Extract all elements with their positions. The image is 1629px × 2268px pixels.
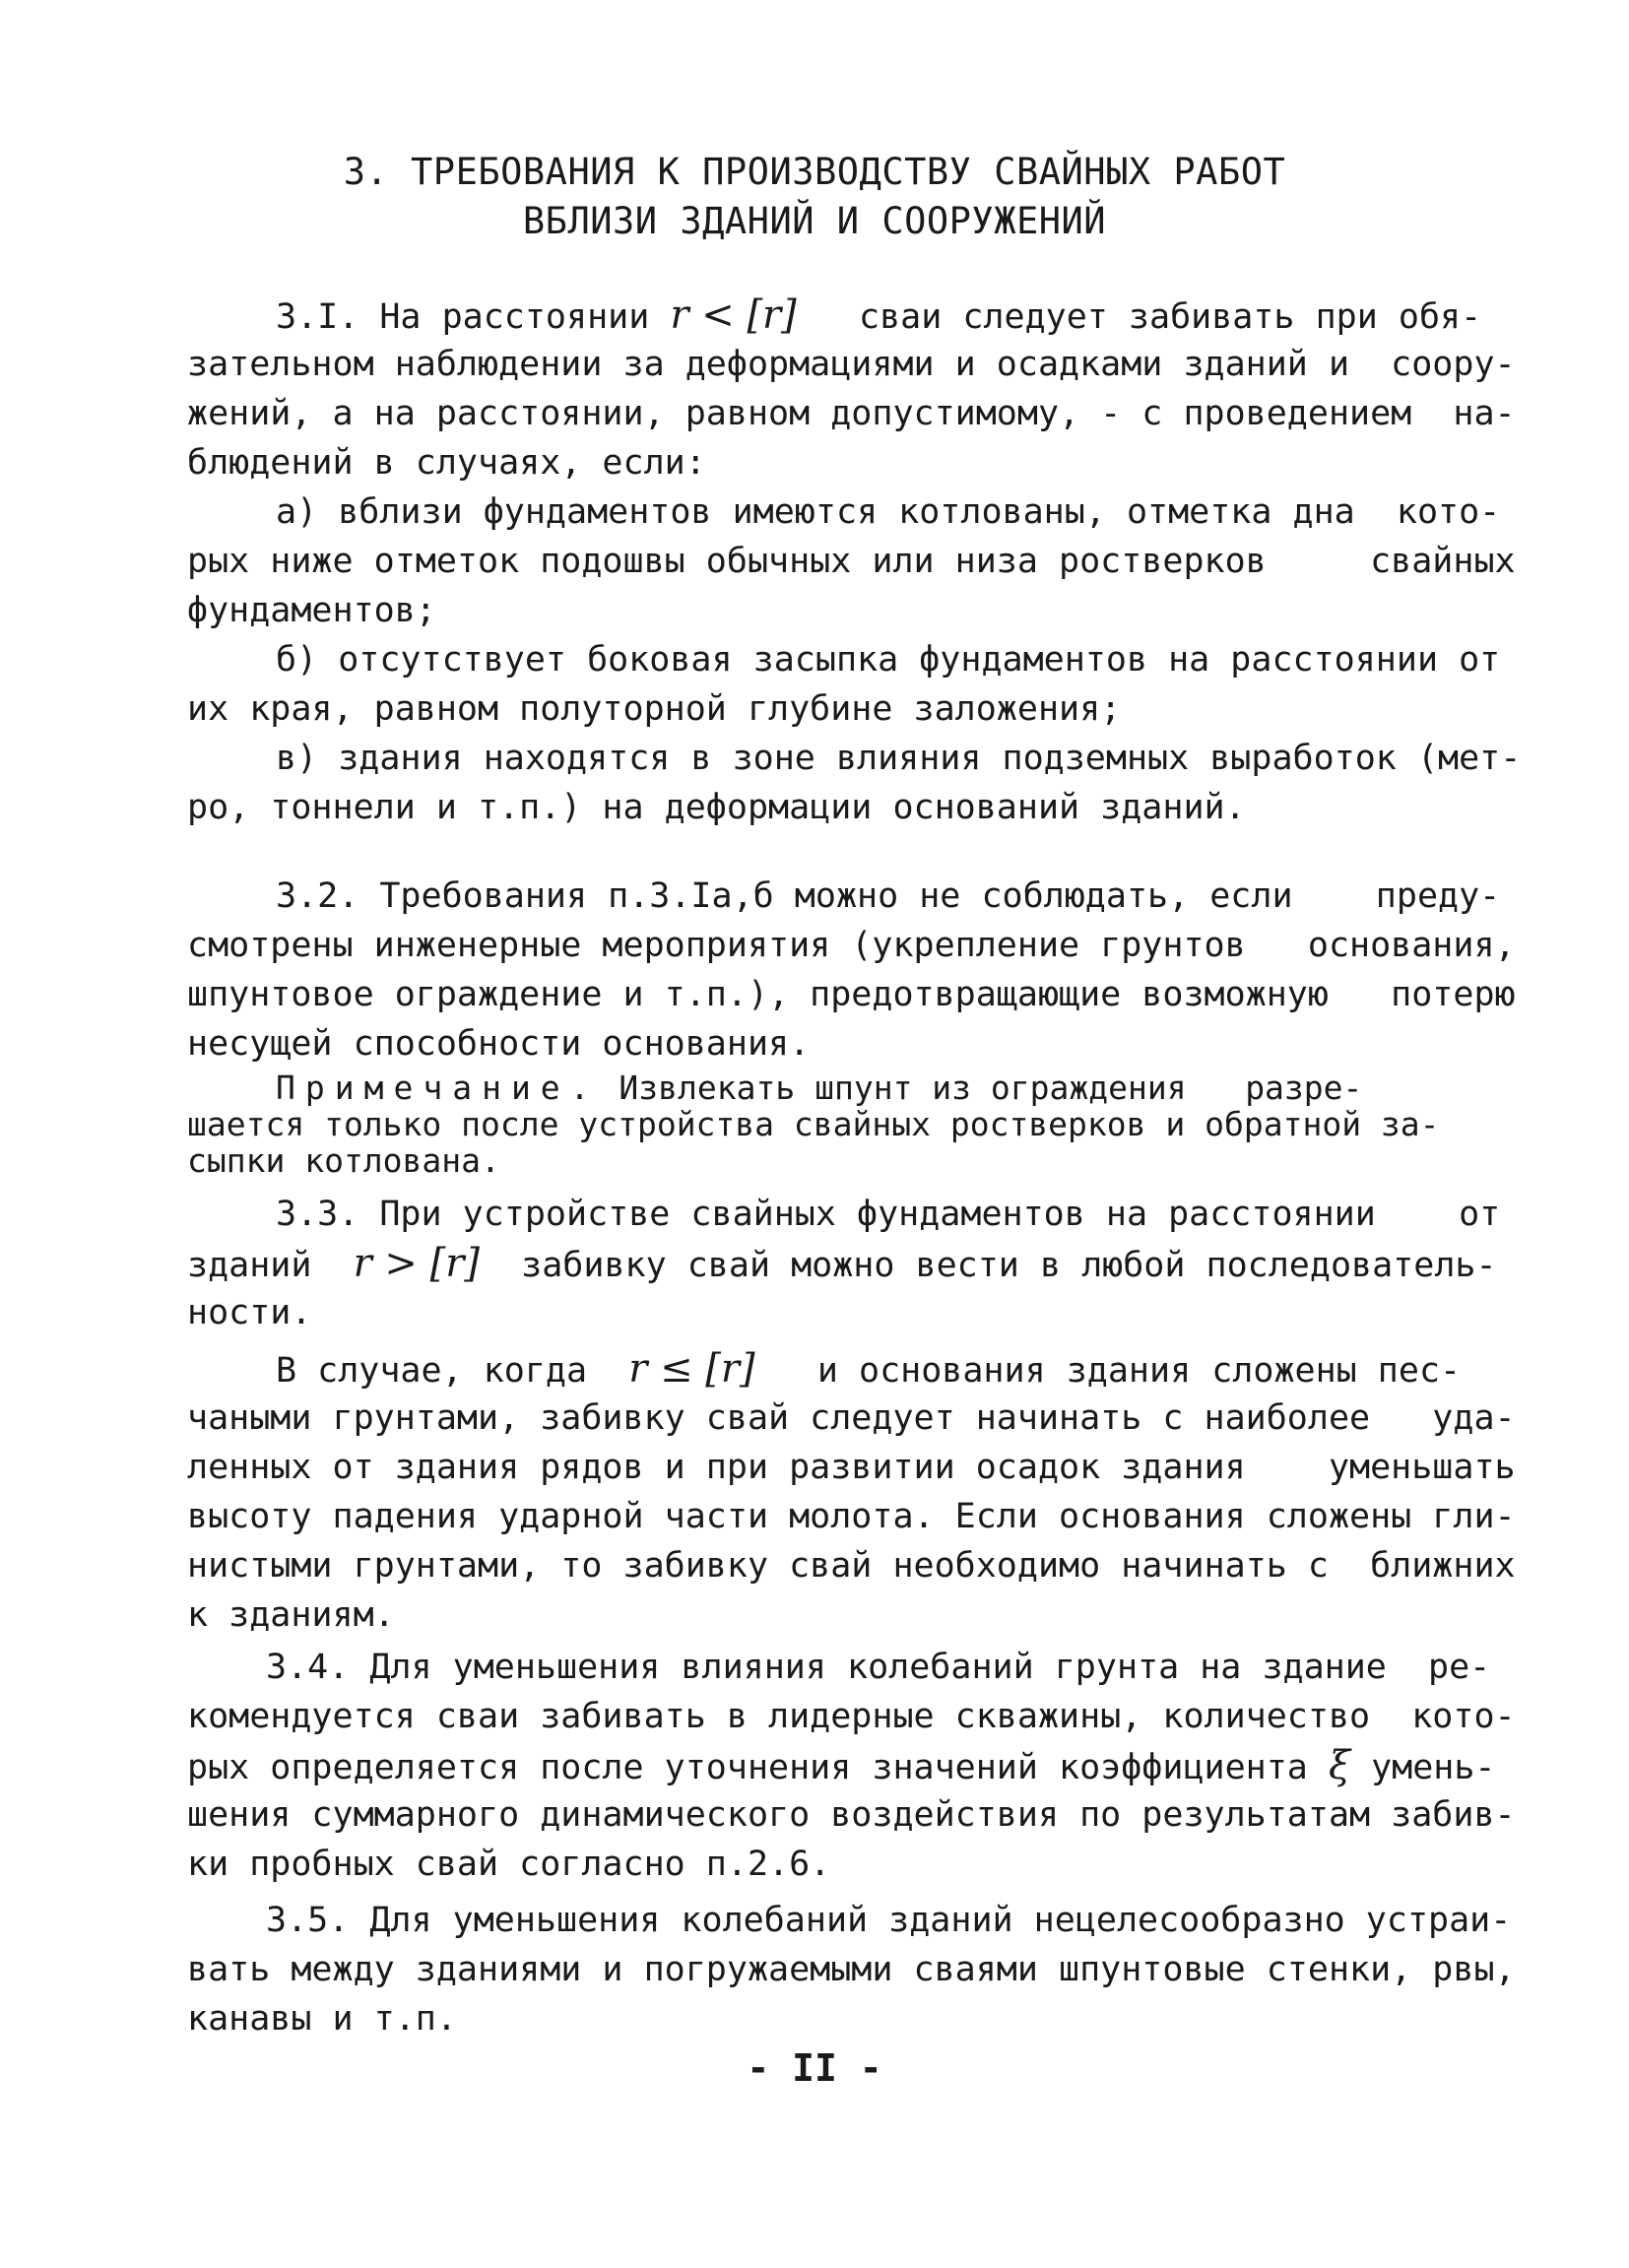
paragraph-3-1-line-1-rest: сваи следует забивать при обя- bbox=[859, 297, 1482, 337]
paragraph-3-4-line-3-rest: умень- bbox=[1371, 1748, 1496, 1787]
formula-r-less-allowed: r < [r] bbox=[670, 292, 797, 338]
note-line-1-rest: Извлекать шпунт из ограждения разре- bbox=[619, 1069, 1363, 1107]
item-v-line-2: ро, тоннели и т.п.) на деформации оснований зданий. bbox=[187, 788, 1246, 827]
paragraph-3-3b-line-6: к зданиям. bbox=[187, 1595, 395, 1635]
note-line-2: шается только после устройства свайных ростверков и обратной за- bbox=[187, 1105, 1440, 1143]
paragraph-3-2-line-3: шпунтовое ограждение и т.п.), предотвращающие возможную потерю bbox=[187, 975, 1516, 1014]
paragraph-3-3b-line-2: чаными грунтами, забивку свай следует начинать с наиболее уда- bbox=[187, 1398, 1516, 1438]
paragraph-3-4-line-3-start: рых определяется после уточнения значений коэффициента bbox=[187, 1748, 1308, 1787]
paragraph-3-3b-line-1-rest: и основания здания сложены пес- bbox=[816, 1351, 1462, 1391]
formula-r-greater-allowed: r > [r] bbox=[353, 1241, 480, 1286]
paragraph-3-3-line-2-start: зданий bbox=[187, 1246, 312, 1285]
paragraph-3-3b-line-3: ленных от здания рядов и при развитии осадок здания уменьшать bbox=[187, 1448, 1516, 1487]
paragraph-3-3-line-2-rest: забивку свай можно вести в любой последователь- bbox=[521, 1246, 1497, 1285]
paragraph-3-4-line-1: 3.4. Для уменьшения влияния колебаний грунта на здание ре- bbox=[266, 1648, 1491, 1687]
paragraph-3-1-line-4: блюдений в случаях, если: bbox=[187, 443, 706, 483]
section-heading-line-1: 3. ТРЕБОВАНИЯ К ПРОИЗВОДСТВУ СВАЙНЫХ РАБОТ bbox=[343, 151, 1286, 193]
paragraph-3-3-line-2 bbox=[187, 1241, 1497, 1288]
item-b-line-1: б) отсутствует боковая засыпка фундаментов на расстоянии от bbox=[276, 640, 1501, 680]
paragraph-3-1-start: 3.I. На расстоянии bbox=[276, 297, 650, 337]
paragraph-3-2-line-4: несущей способности основания. bbox=[187, 1024, 811, 1064]
paragraph-3-3b-line-4: высоту падения ударной части молота. Если основания сложены гли- bbox=[187, 1497, 1516, 1536]
paragraph-3-3b-line-1 bbox=[276, 1346, 1461, 1393]
paragraph-3-3b-start: В случае, когда bbox=[276, 1351, 588, 1391]
paragraph-3-1-line-2: зательном наблюдении за деформациями и осадками зданий и соору- bbox=[187, 345, 1516, 384]
paragraph-3-2-line-1: 3.2. Требования п.3.Iа,б можно не соблюдать, если преду- bbox=[276, 876, 1501, 916]
paragraph-3-4-line-5: ки пробных свай согласно п.2.6. bbox=[187, 1845, 831, 1884]
item-b-line-2: их края, равном полуторной глубине заложения; bbox=[187, 689, 1122, 729]
paragraph-3-4-line-2: комендуется сваи забивать в лидерные скважины, количество кото- bbox=[187, 1697, 1516, 1736]
section-heading-line-2: ВБЛИЗИ ЗДАНИЙ И СООРУЖЕНИЙ bbox=[522, 200, 1107, 242]
paragraph-3-5-line-1: 3.5. Для уменьшения колебаний зданий нецелесообразно устраи- bbox=[266, 1901, 1512, 1940]
item-a-line-2: рых ниже отметок подошвы обычных или низа ростверков свайных bbox=[187, 542, 1516, 581]
note-line-1 bbox=[276, 1069, 1362, 1108]
item-a-line-3: фундаментов; bbox=[187, 591, 436, 630]
paragraph-3-1-line-3: жений, а на расстоянии, равном допустимому, - с проведением на- bbox=[187, 394, 1516, 433]
paragraph-3-1-line-1 bbox=[276, 292, 1481, 340]
coefficient-xi-symbol: ξ bbox=[1328, 1743, 1350, 1788]
paragraph-3-2-line-2: смотрены инженерные мероприятия (укрепление грунтов основания, bbox=[187, 926, 1516, 965]
paragraph-3-4-line-3 bbox=[187, 1743, 1496, 1790]
item-a-line-1: а) вблизи фундаментов имеются котлованы, отметка дна кото- bbox=[276, 492, 1501, 532]
paragraph-3-3b-line-5: нистыми грунтами, то забивку свай необходимо начинать с ближних bbox=[187, 1546, 1516, 1586]
page-number: - II - bbox=[747, 2046, 882, 2090]
formula-r-less-equal-allowed: r ≤ [r] bbox=[628, 1346, 755, 1392]
paragraph-3-4-line-4: шения суммарного динамического воздействия по результатам забив- bbox=[187, 1795, 1516, 1835]
note-line-3: сыпки котлована. bbox=[187, 1141, 500, 1180]
paragraph-3-3-line-1: 3.3. При устройстве свайных фундаментов на расстоянии от bbox=[276, 1195, 1501, 1234]
note-label: Примечание. bbox=[276, 1069, 600, 1107]
item-v-line-1: в) здания находятся в зоне влияния подземных выработок (мет- bbox=[276, 739, 1522, 778]
paragraph-3-5-line-2: вать между зданиями и погружаемыми сваями шпунтовые стенки, рвы, bbox=[187, 1950, 1516, 1989]
paragraph-3-5-line-3: канавы и т.п. bbox=[187, 1999, 457, 2039]
paragraph-3-3-line-3: ности. bbox=[187, 1293, 312, 1332]
